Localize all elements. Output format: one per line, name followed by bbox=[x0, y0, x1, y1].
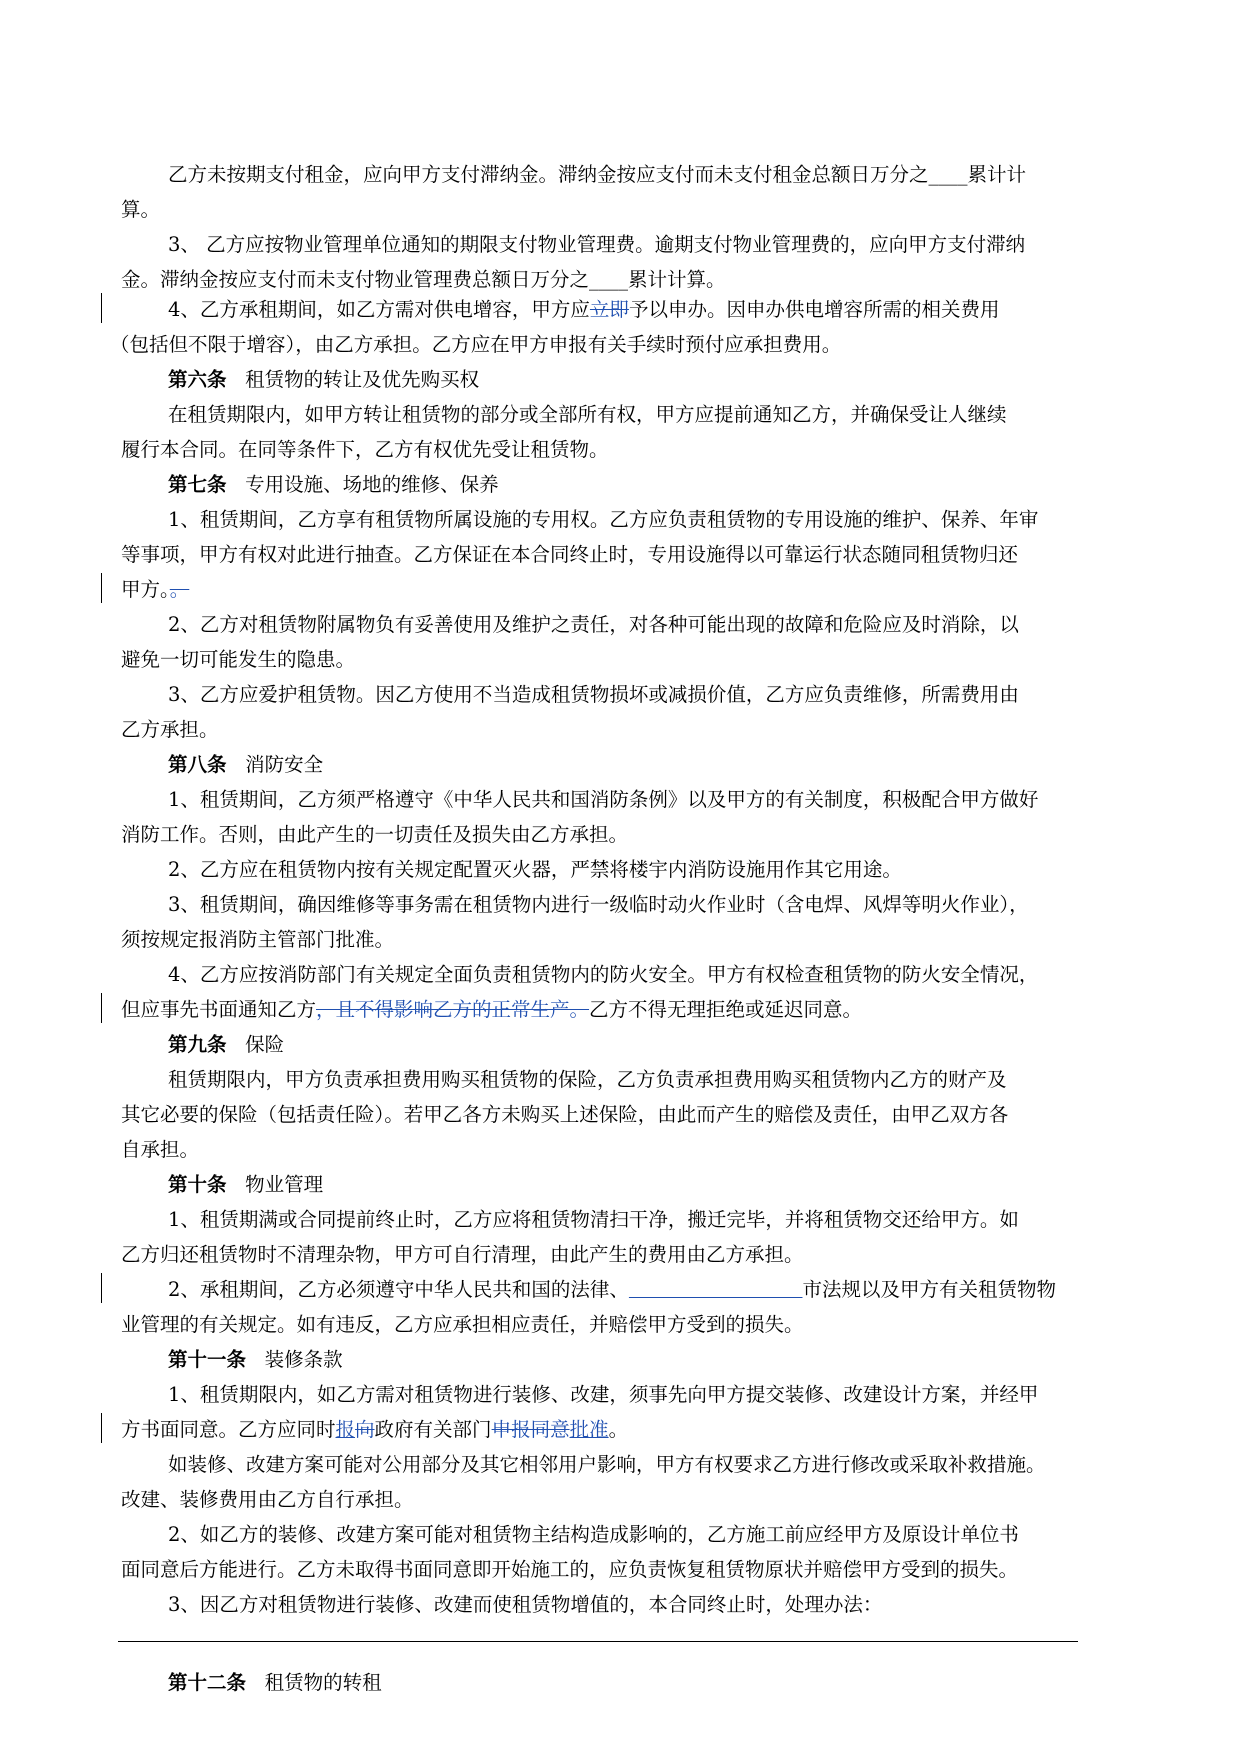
text-span: 2、承租期间，乙方必须遵守中华人民共和国的法律、 bbox=[168, 1278, 629, 1301]
article-title: 装修条款 bbox=[264, 1348, 343, 1371]
article-title: 物业管理 bbox=[245, 1173, 324, 1196]
change-bar bbox=[101, 1413, 102, 1443]
text-line: 4、乙方应按消防部门有关规定全面负责租赁物内的防火安全。甲方有权检查租赁物的防火安全情况， bbox=[168, 963, 1039, 986]
change-bar bbox=[101, 993, 102, 1023]
text-span: 政府有关部门 bbox=[374, 1418, 492, 1441]
text-span: 予以申办。因申办供电增容所需的相关费用 bbox=[628, 298, 1000, 321]
text-line: 3、 乙方应按物业管理单位通知的期限支付物业管理费。逾期支付物业管理费的，应向甲方支付滞纳 bbox=[168, 233, 1026, 256]
article-title: 租赁物的转租 bbox=[264, 1671, 382, 1694]
deleted-text: 。 bbox=[169, 578, 190, 601]
text-span: 方书面同意。乙方应同时 bbox=[121, 1418, 336, 1441]
text-line: 算。 bbox=[121, 198, 161, 221]
article-number: 第九条 bbox=[168, 1033, 227, 1056]
change-bar bbox=[101, 293, 102, 323]
text-line bbox=[121, 997, 862, 1023]
article-title: 消防安全 bbox=[245, 753, 324, 776]
blank-field bbox=[629, 1278, 803, 1301]
text-span: 4、乙方承租期间，如乙方需对供电增容，甲方应 bbox=[168, 298, 590, 321]
article-heading bbox=[168, 472, 499, 498]
text-line: （包括但不限于增容），由乙方承担。乙方应在甲方申报有关手续时预付应承担费用。 bbox=[110, 333, 842, 356]
text-line: 2、乙方应在租赁物内按有关规定配置灭火器，严禁将楼宇内消防设施用作其它用途。 bbox=[168, 858, 902, 881]
text-line: 1、租赁期间，乙方须严格遵守《中华人民共和国消防条例》以及甲方的有关制度，积极配合甲方做好 bbox=[168, 788, 1039, 811]
text-line: 如装修、改建方案可能对公用部分及其它相邻用户影响，甲方有权要求乙方进行修改或采取补救措施。 bbox=[168, 1453, 1046, 1476]
article-heading bbox=[168, 752, 323, 778]
text-line: 面同意后方能进行。乙方未取得书面同意即开始施工的，应负责恢复租赁物原状并赔偿甲方受到的损失。 bbox=[121, 1558, 1019, 1581]
text-line: 改建、装修费用由乙方自行承担。 bbox=[121, 1488, 414, 1511]
article-number: 第六条 bbox=[168, 368, 227, 391]
article-number: 第十条 bbox=[168, 1173, 227, 1196]
text-line: 2、乙方对租赁物附属物负有妥善使用及维护之责任，对各种可能出现的故障和危险应及时消除，以 bbox=[168, 613, 1019, 636]
inserted-text: 报 bbox=[335, 1418, 356, 1441]
text-line: 1、租赁期满或合同提前终止时，乙方应将租赁物清扫干净，搬迁完毕，并将租赁物交还给甲方。如 bbox=[168, 1208, 1019, 1231]
deleted-text: 立即 bbox=[589, 298, 629, 321]
article-heading bbox=[168, 1670, 382, 1696]
separator-rule bbox=[118, 1641, 1078, 1642]
text-line: 金。滞纳金按应支付而未支付物业管理费总额日万分之____累计计算。 bbox=[121, 268, 726, 291]
text-line: 在租赁期限内，如甲方转让租赁物的部分或全部所有权，甲方应提前通知乙方，并确保受让人继续 bbox=[168, 403, 1007, 426]
text-line: 其它必要的保险（包括责任险）。若甲乙各方未购买上述保险，由此而产生的赔偿及责任，由甲乙双方各 bbox=[121, 1103, 1009, 1126]
text-line: 乙方归还租赁物时不清理杂物，甲方可自行清理，由此产生的费用由乙方承担。 bbox=[121, 1243, 804, 1266]
text-span: 甲方。 bbox=[121, 578, 170, 601]
article-heading bbox=[168, 1032, 284, 1058]
text-line: 租赁期限内，甲方负责承担费用购买租赁物的保险，乙方负责承担费用购买租赁物内乙方的财产及 bbox=[168, 1068, 1007, 1091]
inserted-text: 批准 bbox=[569, 1418, 609, 1441]
text-line: 业管理的有关规定。如有违反，乙方应承担相应责任，并赔偿甲方受到的损失。 bbox=[121, 1313, 804, 1336]
text-line: 1、租赁期限内，如乙方需对租赁物进行装修、改建，须事先向甲方提交装修、改建设计方案，并经甲 bbox=[168, 1383, 1039, 1406]
text-line bbox=[168, 297, 999, 323]
article-number: 第十一条 bbox=[168, 1348, 247, 1371]
article-number: 第七条 bbox=[168, 473, 227, 496]
text-line: 乙方未按期支付租金，应向甲方支付滞纳金。滞纳金按应支付而未支付租金总额日万分之____累计计 bbox=[168, 163, 1027, 186]
article-heading bbox=[168, 1347, 343, 1373]
text-span: 乙方不得无理拒绝或延迟同意。 bbox=[589, 998, 863, 1021]
text-line: 1、租赁期间，乙方享有租赁物所属设施的专用权。乙方应负责租赁物的专用设施的维护、保养、年审 bbox=[168, 508, 1039, 531]
article-number: 第十二条 bbox=[168, 1671, 247, 1694]
article-heading bbox=[168, 367, 479, 393]
text-line: 消防工作。否则，由此产生的一切责任及损失由乙方承担。 bbox=[121, 823, 629, 846]
article-title: 保险 bbox=[245, 1033, 285, 1056]
text-line: 等事项，甲方有权对此进行抽查。乙方保证在本合同终止时，专用设施得以可靠运行状态随同租赁物归还 bbox=[121, 543, 1019, 566]
change-bar bbox=[101, 573, 102, 603]
article-number: 第八条 bbox=[168, 753, 227, 776]
article-title: 租赁物的转让及优先购买权 bbox=[245, 368, 480, 391]
text-line: 须按规定报消防主管部门批准。 bbox=[121, 928, 395, 951]
text-line: 2、如乙方的装修、改建方案可能对租赁物主结构造成影响的，乙方施工前应经甲方及原设计单位书 bbox=[168, 1523, 1019, 1546]
text-line: 3、乙方应爱护租赁物。因乙方使用不当造成租赁物损坏或减损价值，乙方应负责维修，所需费用由 bbox=[168, 683, 1019, 706]
change-bar bbox=[101, 1273, 102, 1303]
article-title: 专用设施、场地的维修、保养 bbox=[245, 473, 499, 496]
text-line: 乙方承担。 bbox=[121, 718, 219, 741]
text-line bbox=[121, 577, 189, 603]
deleted-text: 申报同意 bbox=[491, 1418, 570, 1441]
text-line: 3、因乙方对租赁物进行装修、改建而使租赁物增值的，本合同终止时，处理办法： bbox=[168, 1593, 883, 1616]
text-span: 但应事先书面通知乙方 bbox=[121, 998, 317, 1021]
deleted-text: ，且不得影响乙方的正常生产。 bbox=[316, 998, 590, 1021]
text-line bbox=[168, 1277, 1056, 1303]
article-heading bbox=[168, 1172, 323, 1198]
text-line: 避免一切可能发生的隐患。 bbox=[121, 648, 356, 671]
text-line: 自承担。 bbox=[121, 1138, 200, 1161]
text-span: 市法规以及甲方有关租赁物物 bbox=[802, 1278, 1056, 1301]
text-line: 3、租赁期间，确因维修等事务需在租赁物内进行一级临时动火作业时（含电焊、风焊等明火作业）， bbox=[168, 893, 1029, 916]
deleted-text: 向 bbox=[355, 1418, 375, 1441]
text-line: 履行本合同。在同等条件下，乙方有权优先受让租赁物。 bbox=[121, 438, 609, 461]
text-span: 。 bbox=[608, 1418, 629, 1441]
text-line bbox=[121, 1417, 628, 1443]
